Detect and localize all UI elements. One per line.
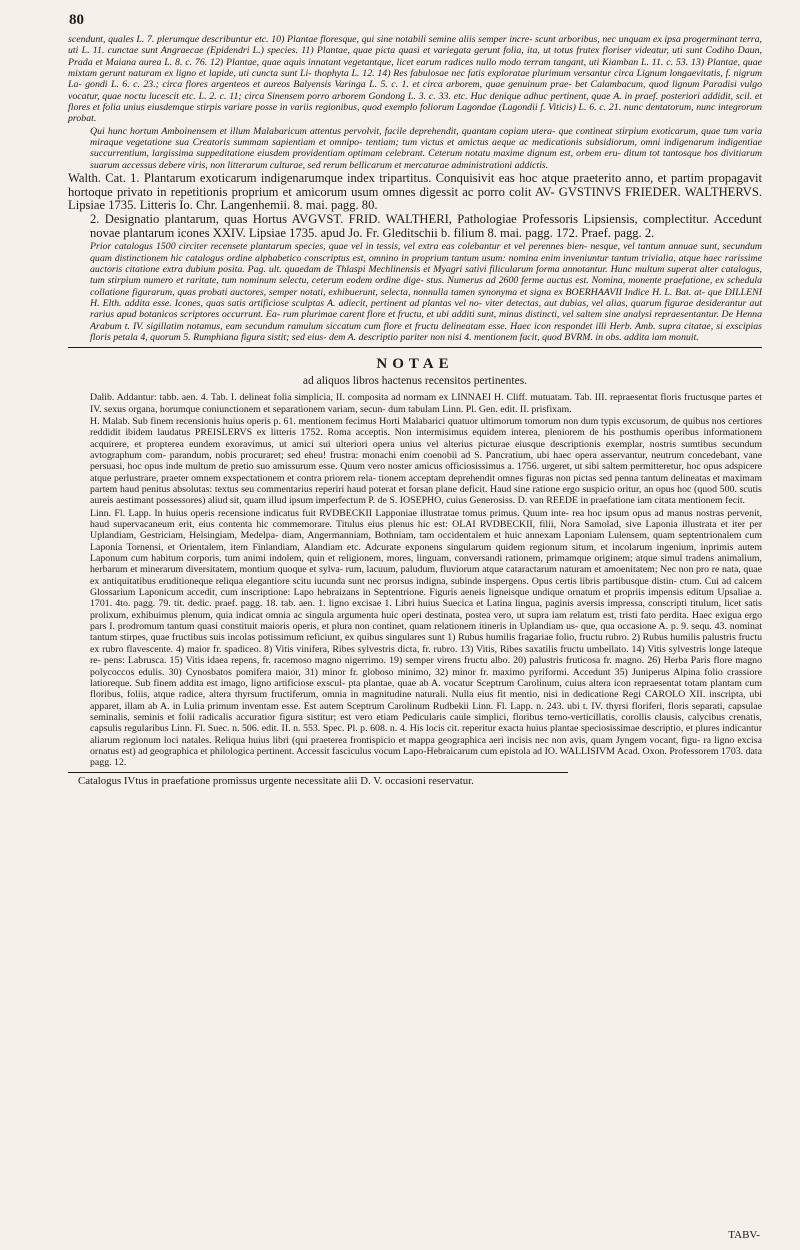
footnote: Catalogus IVtus in praefatione promissus urgente necessitate alii D. V. occasioni reservatur. bbox=[78, 774, 474, 787]
footnote-divider bbox=[68, 772, 568, 773]
paragraph-walther-catalog: Walth. Cat. 1. Plantarum exoticarum indigenarumque index tripartitus. Conquisivit eas hoc atque praeterito anno, et partim propagavit hortoque privato in repetitionis proprium et amicorum usum omnes digessit ac porro colit AV- GVSTINVS FRIEDER. WALTHERVS. Lipsiae 1735. Litteris Io. Chr. Langenhemii. 8. mai. pagg. 80. bbox=[68, 171, 762, 212]
paragraph-catalog-review: Prior catalogus 1500 circiter recensete plantarum species, quae vel in tessis, vel extra eas colebantur et vel perennes bien- nesque, vel tantum annuae sunt, secundum quam distinctionem hic catalogus ordine alphabetico conscriptus est, omnino in proprium tantum usum: nomina enim inveniuntur tantum trivialia, atque haec rarissime auctoris citatione extra dubium posita. Pag. ult. quaedam de Thlaspi Mechlinensis et Myagri sativi filicularum forma annotantur. Hunc multum superat alter catalogus, tum stirpium numero et raritate, tum nominum selectu, ceterum eodem ordine dige- stus. Numerus ad 2600 ferme auctus est. Nomina, monente praefatione, ex schedula collatione figurarum, quas probati auctores, semper notati, exhibuerunt, selecta, nonnulla tamen synonyma et signa ex BOERHAAVII Indice H. L. Bat. at- que DILLENI H. Elth. addita esse. Icones, quas satis artificiose sculptas A. adiecit, pertinent ad plantas vel no- viter detectas, aut dubias, vel alias, quarum figurae desiderantur aut rarius apud botanicos scriptores occurrunt. Ea- rum plurimae carent flore et fructu, et ubi additi sunt, minus distincti, vel saltem sine analysi repraesentantur. De Henna Arabum t. IV. sigillatim notamus, eam secundum ramulum siccatum cum flore et fructu delineatam esse. Haec icon respondet illi Herb. Amb. supra citatae, si exscipias floris petala 4, quorum 5. Rumphiana figura sistit; sed eius- dem A. descriptio pariter non nisi 4. mentionem facit, quod BVRM. in obs. addita iam monuit. bbox=[90, 241, 762, 343]
paragraph-walther-designatio: 2. Designatio plantarum, quas Hortus AVGVST. FRID. WALTHERI, Pathologiae Professoris Lipsiensis, complectitur. Accedunt novae plantarum icones XXIV. Lipsiae 1735. apud Jo. Fr. Gleditschii b. filium 8. mai. pagg. 172. Praef. pagg. 2. bbox=[90, 212, 762, 240]
notae-subheading: ad aliquos libros hactenus recensitos pertinentes. bbox=[302, 375, 528, 388]
page-number: 80 bbox=[69, 12, 84, 28]
section-divider bbox=[68, 347, 762, 348]
paragraph-plant-marvels: scendunt, quales L. 7. plerumque describuntur etc. 10) Plantae floresque, qui sine notabili semine aliis semper incre- scunt arboribus, nec unquam ex ipsa progerminant terra, uti L. 11. cunctae sunt Angraecae (Epidendri L.) species. 11) Plantae, quae picta quasi et variegata gerunt folia, ita, ut totus frutex floriser videatur, uti sunt Codiho Daun, Prada et Maiana aurea L. 8. c. 76. 12) Plantae, quae aquis innatant vegetantque, licet earum radices nullo modo terram tangant, uti Kiamban L. 11. c. 53. 13) Plantae, quae mixtam gerunt naturam ex ligno et lapide, uti cuncta sunt Li- thophyta L. 12. 14) Res fabulosae nec fatis exploratae plurimum versantur circa Lignum longaevitatis, f. nigrum La- gondi L. 6. c. 23.; circa flores argenteos et aureos Balyensis Varinga L. 5. c. 1. et circa arborem, quae genuinum prae- bet Calambacum, quod lignum Paradisi vulgo vocatur, quae noctu lucescit etc. L. 2. c. 11; circa Sinensem porro arborem Gondong L. 3. c. 33. etc. Huc denique adhuc pertinent, quae A. in praef. posteriori addidit, scil. et flores et folia unius eiusdemque stirpis variare posse in variis regionibus, quod exemplo foliorum Lagondae (Lagondii f. Viticis) L. 6. c. 21. nunc dentatorum, nunc integrorum probat. bbox=[68, 34, 762, 125]
notae-malabar: H. Malab. Sub finem recensionis huius operis p. 61. mentionem fecimus Horti Malabarici quatuor ultimorum tomorum non dum typis excusorum, de quibus nos certiores reddidit ibidem laudatus PREISLERVS ex litteris 1752. Roma acceptis. Non intermisimus equidem interea, pleniorem de his posthumis operibus informationem acquirere, et propterea eundem exoravimus, ut amici sui ulteriori opera unius vel alterius picturae eiusque descriptionis exemplar, nostris sumtibus secundum avtographum com- parandum, nobis procuraret; sed eheu! frustra: monachi enim coenobii ad S. Pancratium, ubi haec opera asservantur, neutrum concedebant, vane persuasi, hoc opus inde multum de pretio suo amissurum esse. Quum vero noster amicus officiosissimus a. 1756. urgeret, ut sibi saltem permitteretur, hoc opus adspicere atque perlustrare, praeter omnem exspectationem et contra priorem rela- tionem acceptam deprehendit omnes figuras non pictas sed penna tantum delineatas et maximam partem haud penitus absolutas: textus seu commentarius reperiri haud poterat et forsan plane deficit. Haud sine ratione ergo suspicio oritur, an opus hoc (quod 500. scutis aureis aestimant possessores) aliud sit, quam illud ipsum imperfectum P. de S. IOSEPHO, cuius Generosiss. D. van REEDE in praefatione iam citata mentionem fecit. bbox=[90, 415, 762, 507]
catchword: TABV- bbox=[728, 1229, 760, 1241]
notae-heading: NOTAE bbox=[376, 356, 454, 373]
page-text bbox=[68, 34, 762, 787]
notae-linn-fl-lapp: Linn. Fl. Lapp. In huius operis recensione indicatus fuit RVDBECKII Lapponiae illustratae tomus primus. Quum inte- rea hoc ipsum opus ad manus nostras pervenit, haud supervacaneum erit, eius contenta hic commemorare. Titulus eius plenus hic est: OLAI RVDBECKII, filii, Nora Samolad, sive Laponia illustrata et iter per Uplandiam, Gestriciam, Helsingiam, Medelpa- diam, Angermanniam, Bothniam, tam occidentalem et huic annexam Laponiam Lulensem, quam septentrionalem cum Laponia Tornensi, et Orientalem, item Finlandiam, Alandiam etc. Adcurate exponens singularum quidem regionum situm, et incolarum ingenium, inprimis autem Laponum cum habitum corporis, tum animi indolem, quin et religionem, mores, linguam, conversandi rationem, primamque originem; atque simul tradens animalium, herbarum et minerarum diversitatem, montium quoque et sylva- rum, lacuum, paludum, fluviorum atque cataractarum naturam et amoenitatem; Nec non pro re nata, quae ex antiquitatibus eruditioneque reliqua elegantiore scitu iucunda sunt nec prorsus indigna, subinde inspergens. Opus certis libris partibusque distin- ctum. Cui ad calcem Glossarium Laponicum accedit, cum inscriptione: Lapo hebraizans in Septentrione. Figuris aeneis ligneisque undique ornatum et propriis impensis editum Upsaliae a. 1701. 4to. pagg. 79. tit. dedic. praef. pagg. 18. tab. aen. 1. ligno excisae 1. Libri huius Suecica et Latina lingua, paginis aversis impressa, conscripti titulum, licet satis prolixum, exhibuimus plenum, quia indicat omnia ac singula argumenta huic operi destinata, postea vero, ut supra iam relatum est, tristi fato perdita. Haec exigua ergo pars I. prodromum tantum quasi constituit maioris operis, et plura non continet, quam relationem itineris in Uplandiam us- que, qua occasione A. p. 9. sequ. 43. nominat tantum stirpes, quae fructibus suis incolas potissimum reficiunt, ex quibus singulares sunt 1) Rubus humilis fragariae folio, fructu rubro. 2) Rubus humilis palustris fructu ex rubro flavescente. 4) maior fr. spadiceo. 8) Vitis vinifera, Ribes sylvestris dicta, fr. rubro. 13) Vitis, Ribes saxatilis fructu umbellato. 14) Vitis sylvestris longe lateque re- pens: Labrusca. 15) Vitis idaea repens, fr. racemoso magno nigerrimo. 19) semper virens fructu albo. 20) palustris fruticosa fr. magno. 26) Herba Paris flore magno polycoccos edulis. 30) Cynosbatos pomifera maior, 31) minor fr. globoso minimo, 32) minor fr. maximo pyriformi. Accedunt 35) Juniperus Alpina folio crassiore latioreque. Sub finem addita est imago, ligno artificiose exscul- pta plantae, quae ab A. vocatur Sceptrum Carolinum, cuius altera icon repraesentat totam plantam cum floribus, foliis, atque radice, altera thyrsum fructiferum, omnia in magnitudine naturali. Nulla eius fit mentio, nisi in dedicatione Regi CAROLO XII. inscripta, ubi apparet, illam ab A. in Lulia primum inventam esse. Est autem Sceptrum Carolinum Rudbekii Linn. Fl. Lapp. n. 243. ubi t. IV. thyrsi floriferi, floris separati, capsulae seminalis, seminis et folii radicalis accuratior figura sistitur; est vero etiam Pedicularis caule simplici, floribus terno-verticillatis, corollis clausis, calycibus crenatis, capsulis regularibus Linn. Fl. Suec. n. 506. edit. II. n. 553. Spec. Pl. p. 608. n. 4. His locis cit. reperitur exacta huius plantae speciosissimae descriptio, et plures indicantur aliarum regionum loci natales. Reliqua huius libri (qui praeterea frontispicio et mappa geographica aeri incisis nec non avis, quam Jyngem vocant, figu- ra ligno excisa ornatus est) ad geographica et philologica pertinent. Accessit fasciculus vocum Lapo-Hebraicarum cum epistola ad IO. WALLISIVM Acad. Oxon. Professorem 1703. data pagg. 12. bbox=[90, 507, 763, 769]
paragraph-hortus-commentary: Qui hunc hortum Amboinensem et illum Malabaricum attentus pervolvit, facile deprehendit, quantam copiam utera- que contineat stirpium exoticarum, quae tum varia miraque vegetatione sua Creatoris summam sapientiam et omnipo- tentiam; tum victus et amictus aeque ac medicationis subsidiorum, omni indigenarum indigentiae succurrentium, largissima suppeditatione eiusdem providentiam optimam celebrant. Ceterum notatu maxime dignum est, orbem eru- ditum tot tantosque hos divitiarum suarum accessus debere viris, non litterarum culturae, sed rerum bellicarum et mercaturae administrationi addictis. bbox=[90, 125, 762, 171]
notae-dalib: Dalib. Addantur: tabb. aen. 4. Tab. I. delineat folia simplicia, II. composita ad normam ex LINNAEI H. Cliff. mutuatam. Tab. III. repraesentat floris fructusque partes et IV. sexus organa, horumque coniunctionem et separationem variam, secun- dum tabulam Linn. Pl. Gen. edit. II. prisfixam. bbox=[90, 392, 762, 415]
